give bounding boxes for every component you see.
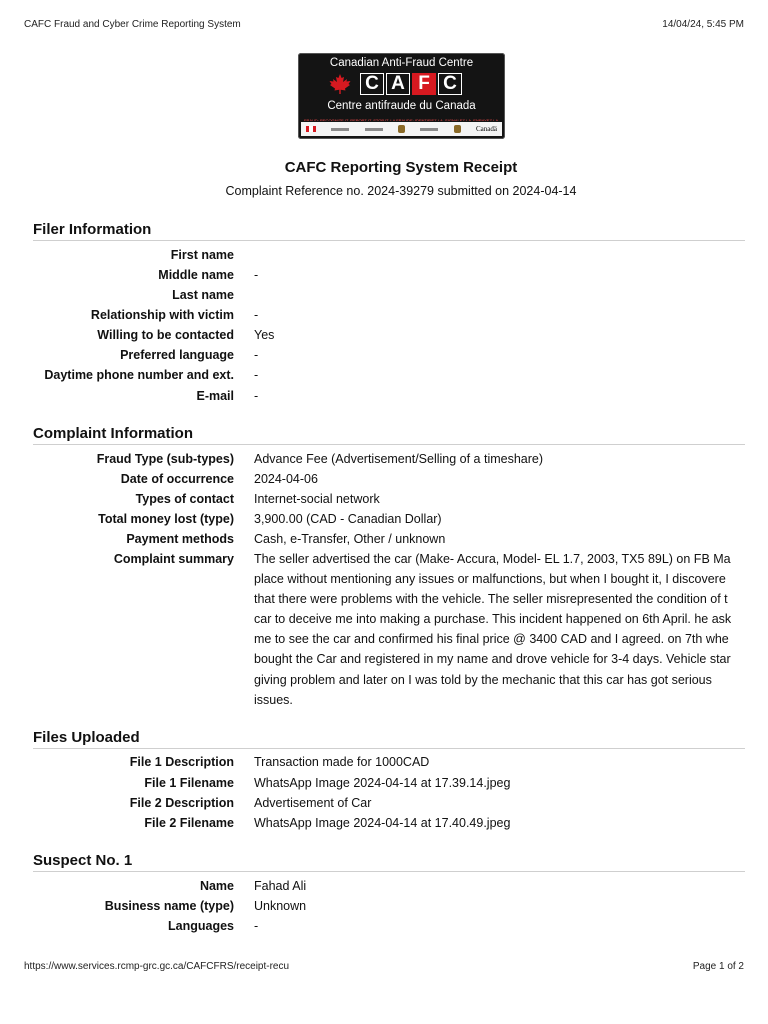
section-heading-files: Files Uploaded	[33, 729, 745, 749]
print-header-timestamp: 14/04/24, 5:45 PM	[662, 19, 744, 30]
business-name-value: Unknown	[254, 899, 307, 913]
first-name-label: First name	[170, 248, 234, 262]
logo-letters	[328, 72, 464, 96]
partner-logo-icon	[365, 128, 383, 131]
business-name-label: Business name (type)	[104, 899, 234, 913]
email-label: E-mail	[196, 389, 234, 403]
summary-line: issues.	[254, 692, 293, 707]
logo-letter-f: F	[412, 73, 436, 95]
preferred-language-value: -	[254, 348, 259, 362]
logo-partner-strip	[301, 122, 502, 136]
canada-wordmark: Canadä	[475, 125, 497, 133]
contact-types-value: Internet-social network	[254, 492, 380, 506]
partner-logo-icon	[420, 128, 438, 131]
file1-description-value: Transaction made for 1000CAD	[254, 755, 430, 769]
summary-line: place without mentioning any issues or malfunctions, but when I bought it, I discovere	[254, 572, 726, 587]
print-header-title: CAFC Fraud and Cyber Crime Reporting System	[24, 19, 241, 30]
logo-letter-a: A	[386, 73, 410, 95]
occurrence-date-value: 2024-04-06	[254, 472, 318, 486]
fraud-type-label: Fraud Type (sub-types)	[96, 452, 234, 466]
logo-french-name: Centre antifraude du Canada	[327, 100, 476, 112]
contact-willing-label: Willing to be contacted	[97, 328, 234, 342]
file2-description-label: File 2 Description	[129, 796, 234, 810]
languages-label: Languages	[168, 919, 234, 933]
suspect-name-label: Name	[199, 879, 234, 893]
summary-line: bought the Car and registered in my name and drove vehicle for 3-4 days. Vehicle star	[254, 652, 731, 667]
email-value: -	[254, 389, 259, 403]
payment-methods-value: Cash, e-Transfer, Other / unknown	[254, 532, 446, 546]
languages-value: -	[254, 919, 259, 933]
summary-line: that there were problems with the vehicle. The seller misrepresented the condition of t	[254, 592, 728, 607]
section-heading-complaint: Complaint Information	[33, 425, 745, 445]
phone-label: Daytime phone number and ext.	[44, 368, 234, 382]
canada-flag-icon	[306, 126, 316, 132]
file1-filename-value: WhatsApp Image 2024-04-14 at 17.39.14.jpeg	[254, 776, 511, 790]
opp-badge-icon	[398, 125, 405, 133]
middle-name-value: -	[254, 268, 259, 282]
summary-line: The seller advertised the car (Make- Accura, Model- EL 1.7, 2003, TX5 89L) on FB Ma	[254, 552, 731, 566]
cafc-logo	[298, 53, 505, 139]
file2-filename-value: WhatsApp Image 2024-04-14 at 17.40.49.jpeg	[254, 816, 511, 830]
preferred-language-label: Preferred language	[120, 348, 234, 362]
file2-description-value: Advertisement of Car	[254, 796, 372, 810]
logo-tagline: FRAUD: RECOGNIZE IT. REPORT IT. STOP IT. LA FRAUDE: IDENTIFIEZ-LA. SIGNALEZ-LA. ENRAYEZ-LA.	[304, 118, 499, 121]
footer-url: https://www.services.rcmp-grc.gc.ca/CAFCFRS/receipt-recu	[24, 961, 290, 972]
logo-letter-c: C	[360, 73, 384, 95]
summary-line: car to deceive me into making a purchase. This incident happened on 6th April. he ask	[254, 612, 732, 627]
page-title: CAFC Reporting System Receipt	[284, 159, 518, 176]
file2-filename-label: File 2 Filename	[144, 816, 234, 830]
page-number: Page 1 of 2	[692, 961, 744, 972]
relationship-label: Relationship with victim	[90, 308, 234, 322]
print-footer	[24, 961, 744, 972]
maple-leaf-icon	[328, 73, 352, 95]
file1-filename-label: File 1 Filename	[144, 776, 234, 790]
money-lost-value: 3,900.00 (CAD - Canadian Dollar)	[254, 512, 442, 526]
complaint-reference: Complaint Reference no. 2024-39279 submitted on 2024-04-14	[225, 184, 577, 198]
rcmp-badge-icon	[454, 125, 461, 133]
logo-letter-c2: C	[438, 73, 462, 95]
contact-types-label: Types of contact	[135, 492, 234, 506]
partner-logo-icon	[331, 128, 349, 131]
suspect-name-value: Fahad Ali	[254, 879, 307, 893]
print-header	[24, 19, 744, 30]
phone-value: -	[254, 368, 259, 382]
last-name-label: Last name	[172, 288, 234, 302]
money-lost-label: Total money lost (type)	[98, 512, 234, 526]
relationship-value: -	[254, 308, 259, 322]
payment-methods-label: Payment methods	[126, 532, 234, 546]
contact-willing-value: Yes	[254, 328, 275, 342]
fraud-type-value: Advance Fee (Advertisement/Selling of a timeshare)	[254, 452, 544, 466]
logo-english-name: Canadian Anti-Fraud Centre	[329, 57, 474, 69]
complaint-summary-text	[254, 549, 768, 714]
complaint-summary-label: Complaint summary	[113, 552, 234, 566]
summary-line: me to see the car and confirmed his final price @ 3400 CAD and I agreed. on 7th whe	[254, 632, 729, 647]
section-heading-filer: Filer Information	[33, 221, 745, 241]
section-heading-suspect: Suspect No. 1	[33, 852, 745, 872]
occurrence-date-label: Date of occurrence	[120, 472, 234, 486]
middle-name-label: Middle name	[158, 268, 234, 282]
summary-line: giving problem and later on I was told by the mechanic that this car has got serious	[254, 672, 712, 687]
file1-description-label: File 1 Description	[129, 755, 234, 769]
